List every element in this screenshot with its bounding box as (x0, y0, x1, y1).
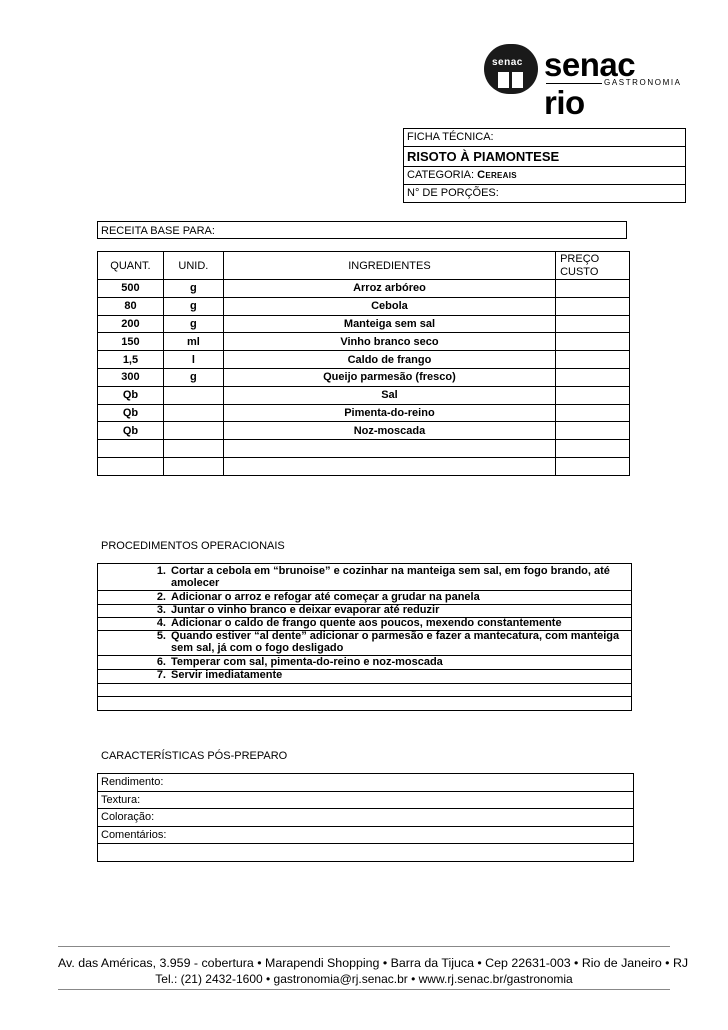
step-number: 2. (156, 591, 166, 603)
recipe-title: RISOTO À PIAMONTESE (404, 147, 685, 167)
comentarios-label: Comentários: (98, 827, 633, 845)
header-unid: UNID. (163, 252, 223, 280)
porcoes-label: N° DE PORÇÕES: (407, 187, 499, 199)
cell-ingrediente: Sal (223, 386, 555, 404)
table-row (98, 280, 630, 298)
coloracao-label: Coloração: (98, 809, 633, 827)
cell-preco (556, 280, 630, 298)
footer-address: Av. das Américas, 3.959 - cobertura • Marapendi Shopping • Barra da Tijuca • Cep 22631-003 • Rio de Janeiro • RJ (58, 956, 689, 970)
table-row (98, 297, 630, 315)
receita-base-field: RECEITA BASE PARA: (97, 221, 627, 239)
header-quant: QUANT. (98, 252, 164, 280)
cell-unid (163, 440, 223, 458)
table-row (98, 368, 630, 386)
cell-quant: 200 (98, 315, 164, 333)
cell-ingrediente (223, 457, 555, 475)
cell-quant: 300 (98, 368, 164, 386)
cell-preco (556, 368, 630, 386)
step-text: Adicionar o arroz e refogar até começar a grudar na panela (171, 591, 480, 603)
step-text: Quando estiver “al dente” adicionar o parmesão e fazer a mantecatura, com manteiga sem sal, já com o fogo desligado (171, 630, 620, 654)
step-text: Juntar o vinho branco e deixar evaporar até reduzir (171, 604, 440, 616)
table-row (98, 351, 630, 369)
cell-ingrediente: Cebola (223, 297, 555, 315)
cell-quant: 150 (98, 333, 164, 351)
cell-quant: Qb (98, 404, 164, 422)
caracteristicas-title: CARACTERÍSTICAS PÓS-PREPARO (101, 750, 288, 762)
header-ingredientes: INGREDIENTES (223, 252, 555, 280)
categoria-value: Cereais (477, 169, 517, 181)
cell-quant: Qb (98, 386, 164, 404)
blank-row (98, 844, 633, 861)
senac-rio-logo (484, 40, 682, 121)
cell-preco (556, 297, 630, 315)
step-number: 4. (156, 617, 166, 629)
procedimentos-box (97, 563, 632, 711)
cell-preco (556, 440, 630, 458)
ficha-tecnica-box (403, 128, 686, 203)
table-row (98, 404, 630, 422)
textura-label: Textura: (98, 792, 633, 810)
procedimentos-title: PROCEDIMENTOS OPERACIONAIS (101, 540, 285, 552)
cell-unid (163, 386, 223, 404)
cell-ingrediente (223, 440, 555, 458)
cell-preco (556, 457, 630, 475)
cell-unid: g (163, 297, 223, 315)
table-row (98, 422, 630, 440)
cell-quant: 80 (98, 297, 164, 315)
step-number: 5. (156, 630, 166, 642)
header-preco-custo: PREÇO CUSTO (556, 252, 630, 280)
step-text: Adicionar o caldo de frango quente aos poucos, mexendo constantemente (171, 617, 562, 629)
cell-preco (556, 315, 630, 333)
cell-unid: g (163, 368, 223, 386)
brand-subtitle: GASTRONOMIA (604, 78, 682, 87)
cell-preco (556, 404, 630, 422)
cell-preco (556, 351, 630, 369)
footer-divider-bottom (58, 989, 670, 990)
cell-ingrediente: Manteiga sem sal (223, 315, 555, 333)
footer-divider-top (58, 946, 670, 947)
step-number: 1. (156, 565, 166, 577)
cell-quant: 500 (98, 280, 164, 298)
cell-preco (556, 333, 630, 351)
cell-preco (556, 386, 630, 404)
badge-text: senac (492, 57, 523, 68)
cell-quant: Qb (98, 422, 164, 440)
cell-ingrediente: Noz-moscada (223, 422, 555, 440)
table-row (98, 386, 630, 404)
rendimento-label: Rendimento: (98, 774, 633, 792)
cell-unid: l (163, 351, 223, 369)
cell-unid (163, 404, 223, 422)
cell-preco (556, 422, 630, 440)
step-text: Temperar com sal, pimenta-do-reino e noz-moscada (171, 656, 443, 668)
cell-quant: 1,5 (98, 351, 164, 369)
cell-unid: g (163, 280, 223, 298)
cell-ingrediente: Arroz arbóreo (223, 280, 555, 298)
categoria-label: CATEGORIA: (407, 169, 475, 181)
categoria-row (404, 167, 685, 185)
step-text: Servir imediatamente (171, 669, 283, 681)
cell-unid (163, 457, 223, 475)
cell-ingrediente: Caldo de frango (223, 351, 555, 369)
ingredients-header-row (98, 252, 630, 280)
step-text: Cortar a cebola em “brunoise” e cozinhar na manteiga sem sal, em fogo brando, até amolecer (171, 565, 610, 589)
step-number: 6. (156, 656, 166, 668)
ficha-label: FICHA TÉCNICA: (404, 129, 685, 147)
cell-unid: g (163, 315, 223, 333)
senac-badge-icon (484, 44, 538, 94)
table-row (98, 333, 630, 351)
ingredients-table (97, 251, 630, 476)
brand-name: senac rio (544, 46, 636, 121)
step-number: 3. (156, 604, 166, 616)
cell-quant (98, 440, 164, 458)
cell-ingrediente: Pimenta-do-reino (223, 404, 555, 422)
footer-contact: Tel.: (21) 2432-1600 • gastronomia@rj.senac.br • www.rj.senac.br/gastronomia (155, 972, 573, 986)
table-row (98, 315, 630, 333)
step-number: 7. (156, 669, 166, 681)
cell-unid: ml (163, 333, 223, 351)
caracteristicas-box (97, 773, 634, 862)
table-row (98, 457, 630, 475)
table-row (98, 440, 630, 458)
cell-quant (98, 457, 164, 475)
cell-ingrediente: Queijo parmesão (fresco) (223, 368, 555, 386)
cell-unid (163, 422, 223, 440)
cell-ingrediente: Vinho branco seco (223, 333, 555, 351)
